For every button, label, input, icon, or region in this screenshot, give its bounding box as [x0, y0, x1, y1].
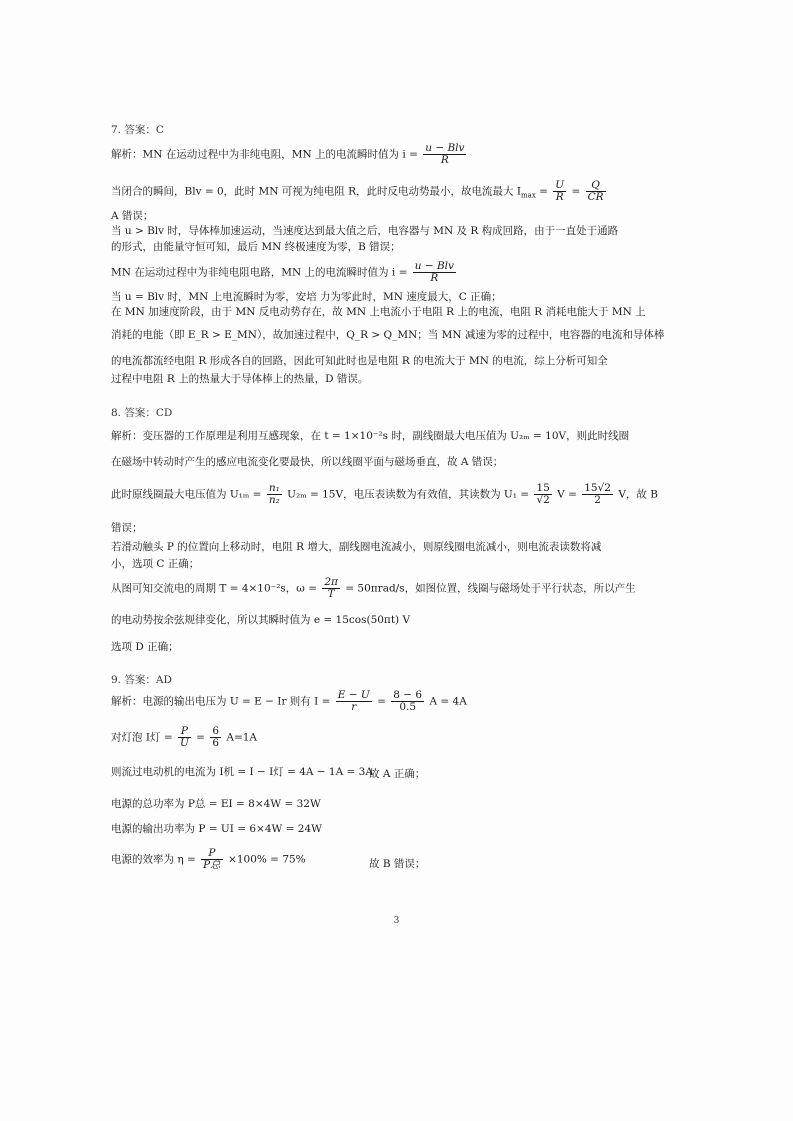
fraction-numerator: 2π	[324, 576, 338, 588]
q9-line-6-note: 故 B 错误；	[369, 858, 426, 870]
q7-line-5: 的形式，由能量守恒可知，最后 MN 终极速度为零，B 错误；	[111, 241, 401, 253]
fraction-denominator: 6	[212, 737, 220, 750]
fraction-numerator: n₁	[268, 482, 280, 494]
q8-line-3-unit: V =	[557, 488, 577, 501]
fraction-numerator: U	[555, 179, 565, 191]
q9-line-2-post: A=1A	[226, 731, 258, 744]
fraction-numerator: 8 − 6	[393, 689, 423, 701]
q9-line-1-fraction-1	[336, 690, 372, 713]
fraction-denominator: n₂	[268, 494, 280, 507]
equals-sign: =	[571, 185, 581, 198]
fraction-denominator: R	[440, 154, 449, 167]
q7-line-2-text: 当闭合的瞬间，Blv = 0，此时 MN 可视为纯电阻 R，此时反电动势最小，故电流最大 I	[111, 185, 522, 198]
q8-line-4: 错误；	[111, 522, 143, 534]
q8-line-3	[111, 483, 658, 506]
q7-line-2-fraction-1	[553, 180, 566, 203]
q8-line-3-fraction-2	[534, 483, 551, 506]
q7-line-11: 过程中电阻 R 上的热量大于导体棒上的热量，D 错误。	[111, 373, 369, 385]
q9-line-5: 电源的输出功率为 P = UI = 6×4W = 24W	[111, 823, 322, 835]
q9-line-4: 电源的总功率为 P总 = EI = 8×4W = 32W	[111, 798, 321, 810]
fraction-numerator: 6	[212, 725, 220, 737]
q7-line-1-fraction	[423, 143, 466, 166]
q7-line-2-eq: =	[535, 185, 548, 198]
q7-line-6-fraction	[413, 261, 456, 284]
q8-line-3-post: V，故 B	[618, 488, 658, 501]
q9-line-2-fraction-2	[210, 726, 221, 749]
q7-heading: 7. 答案：C	[111, 124, 164, 136]
q8-line-3-fraction-1	[267, 483, 282, 506]
page-number: 3	[393, 916, 400, 926]
fraction-denominator: T	[327, 588, 335, 601]
fraction-denominator: CR	[587, 191, 604, 204]
q8-line-7-post: = 50πrad/s，如图位置，线圈与磁场处于平行状态，所以产生	[345, 582, 636, 595]
fraction-numerator: P	[178, 726, 191, 738]
q7-line-3: A 错误；	[111, 210, 154, 222]
fraction-numerator: u − Blv	[414, 260, 454, 272]
q9-line-3-note: 故 A 正确；	[369, 768, 426, 780]
q9-line-1-fraction-2	[391, 690, 424, 713]
fraction-denominator: R	[555, 191, 564, 204]
q9-line-1	[111, 690, 467, 713]
q8-line-6: 小，选项 C 正确；	[111, 558, 200, 570]
fraction-numerator: P	[201, 848, 223, 860]
q9-line-2	[111, 726, 257, 749]
fraction-numerator: 15	[536, 482, 550, 494]
q8-line-3-text: 此时原线圈最大电压值为 U₁ₘ =	[111, 488, 262, 501]
q9-line-6-fraction	[201, 848, 223, 871]
q9-line-2-eq: =	[196, 731, 205, 744]
q8-line-1: 解析：变压器的工作原理是利用互感现象，在 t = 1×10⁻²s 时，副线圈最大电压值为 U₂ₘ = 10V，则此时线圈	[111, 430, 630, 442]
fraction-numerator: Q	[586, 180, 606, 192]
q9-line-1-eq: =	[377, 695, 386, 708]
q8-line-7-fraction	[322, 577, 340, 600]
fraction-denominator: P总	[203, 859, 221, 872]
q7-line-2	[111, 180, 608, 203]
q9-heading: 9. 答案：AD	[111, 674, 172, 686]
q7-line-4: 当 u > Blv 时，导体棒加速运动，当速度达到最大值之后，电容器与 MN 及 R 构成回路，由于一直处于通路	[111, 225, 619, 237]
fraction-denominator: 2	[594, 494, 601, 507]
q9-line-1-text: 解析：电源的输出电压为 U = E − Ir 则有 I =	[111, 695, 331, 708]
q7-line-1-text: 解析：MN 在运动过程中为非纯电阻，MN 上的电流瞬时值为 i =	[111, 148, 418, 161]
q7-line-1	[111, 143, 468, 166]
fraction-denominator: √2	[536, 494, 550, 507]
q7-line-10: 的电流都流经电阻 R 形成各自的回路，因此可知此时也是电阻 R 的电流大于 MN 的电流，综上分析可知全	[111, 355, 608, 367]
fraction-numerator: E − U	[337, 689, 370, 701]
q7-line-8: 在 MN 加速度阶段，由于 MN 反电动势存在，故 MN 上电流小于电阻 R 上的电流，电阻 R 消耗电能大于 MN 上	[111, 306, 646, 318]
q9-line-6-text: 电源的效率为 η =	[111, 853, 196, 866]
q9-line-6-post: ×100% = 75%	[228, 853, 306, 866]
q7-line-6	[111, 261, 458, 284]
q8-line-3-fraction-3	[582, 483, 613, 506]
q9-line-6	[111, 848, 306, 871]
q9-line-1-post: A = 4A	[429, 695, 467, 708]
q8-line-7	[111, 577, 636, 600]
fraction-denominator: 0.5	[399, 701, 417, 714]
q9-line-2-fraction-1	[178, 726, 191, 749]
q7-line-2-subscript: max	[521, 191, 536, 200]
q8-line-9: 选项 D 正确；	[111, 641, 179, 653]
q8-line-8: 的电动势按余弦规律变化，所以其瞬时值为 e = 15cos(50πt) V	[111, 614, 411, 626]
fraction-denominator: R	[430, 272, 439, 285]
fraction-numerator: 15√2	[584, 482, 611, 494]
fraction-denominator: U	[179, 737, 189, 750]
q8-line-7-text: 从图可知交流电的周期 T = 4×10⁻²s，ω =	[111, 582, 317, 595]
q8-heading: 8. 答案：CD	[111, 407, 173, 419]
q7-line-2-fraction-2	[586, 180, 606, 203]
fraction-numerator: u − Blv	[425, 142, 465, 154]
q8-line-5: 若滑动触头 P 的位置向上移动时，电阻 R 增大，副线圈电流减小，则原线圈电流减小，则电流表读数将减	[111, 541, 602, 553]
q8-line-2: 在磁场中转动时产生的感应电流变化要最快，所以线圈平面与磁场垂直，故 A 错误；	[111, 456, 504, 468]
q9-line-2-text: 对灯泡 I灯 =	[111, 731, 173, 744]
q7-line-9: 消耗的电能（即 E_R > E_MN），故加速过程中，Q_R > Q_MN；当 MN 减速为零的过程中，电容器的电流和导体棒	[111, 329, 665, 341]
fraction-denominator: r	[351, 701, 357, 714]
q9-line-3: 则流过电动机的电流为 I机 = I − I灯 = 4A − 1A = 3A	[111, 766, 373, 778]
q8-line-3-mid: U₂ₘ = 15V，电压表读数为有效值，其读数为 U₁ =	[287, 488, 530, 501]
q7-line-6-text: MN 在运动过程中为非纯电阻电路，MN 上的电流瞬时值为 i =	[111, 266, 408, 279]
q7-line-7: 当 u = Blv 时，MN 上电流瞬时为零，安培 力为零此时，MN 速度最大，C 正确；	[111, 291, 502, 303]
